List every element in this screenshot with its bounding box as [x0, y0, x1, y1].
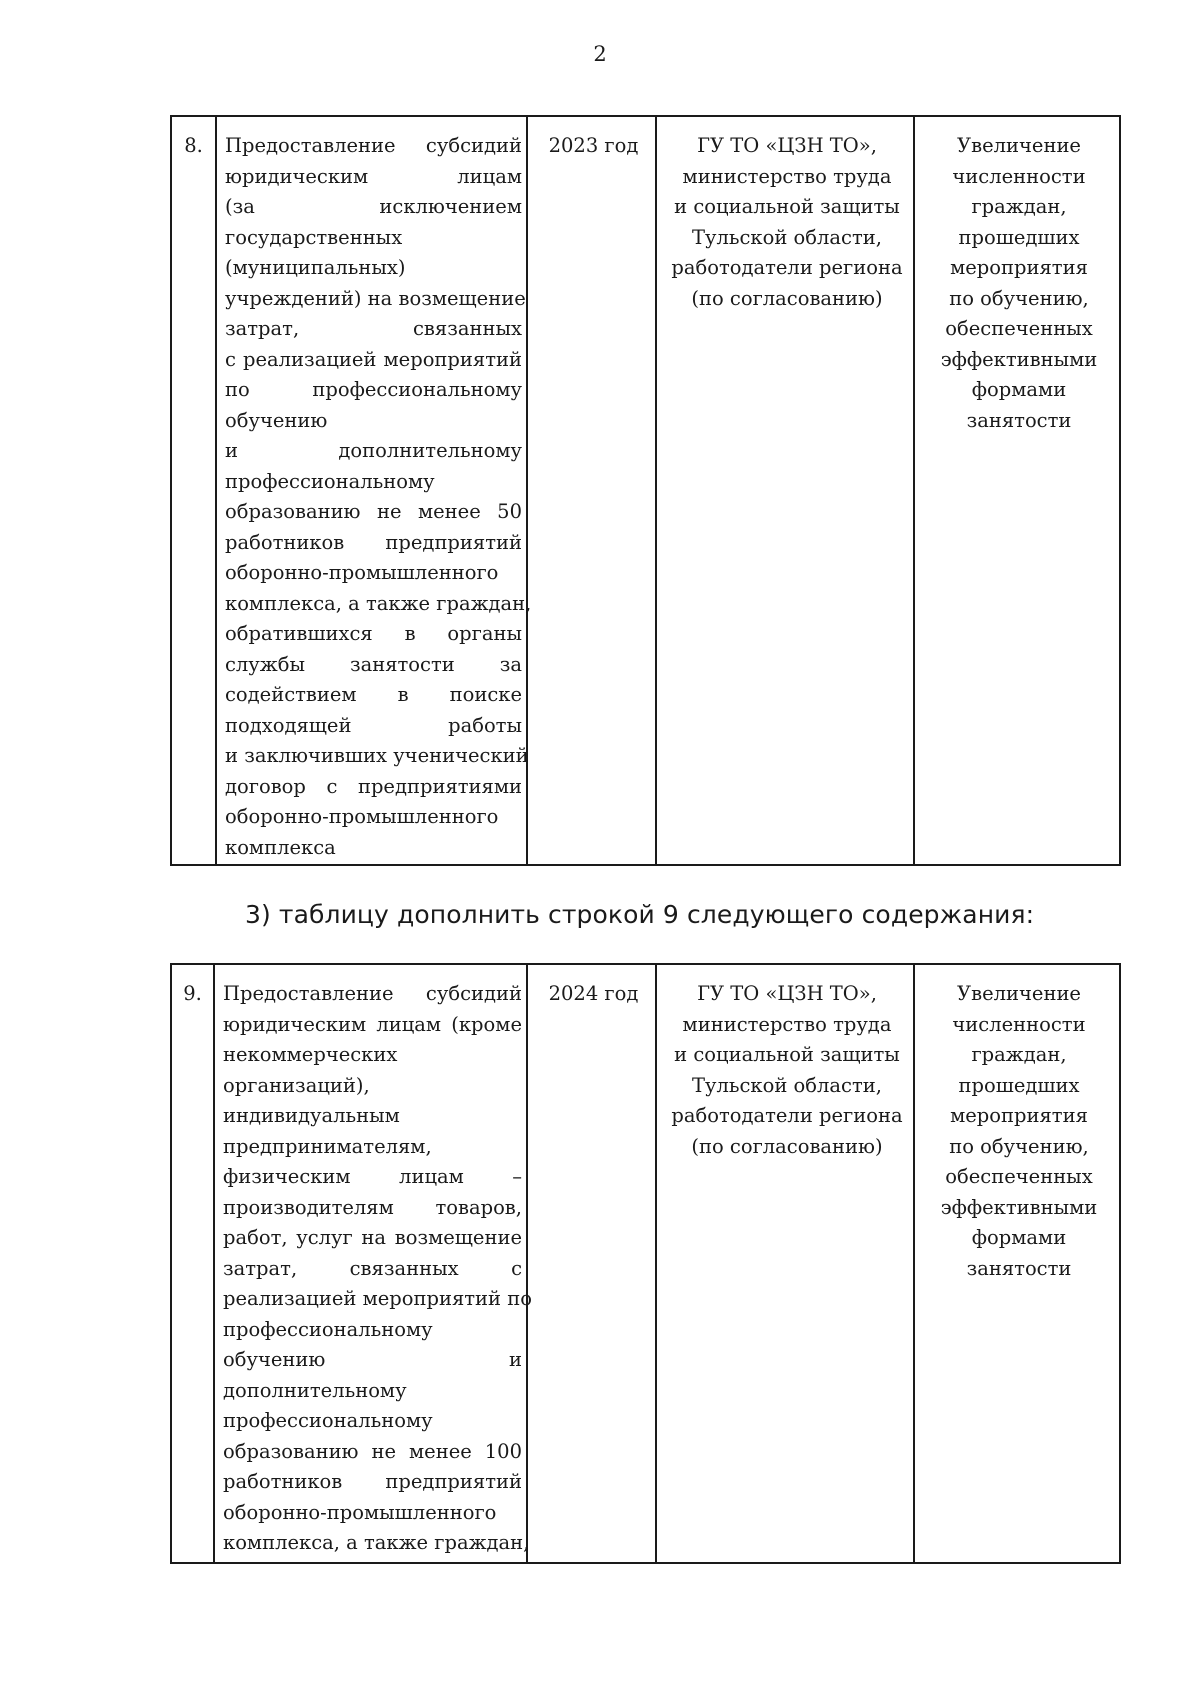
cell-text-line: мероприятия	[950, 1104, 1088, 1127]
cell-text-line: Предоставление субсидий	[223, 982, 522, 1005]
cell-text-line: обеспеченных	[945, 1165, 1093, 1188]
cell-text-line: по профессиональному	[225, 378, 522, 401]
cell-text-line: и социальной защиты	[674, 1043, 900, 1066]
cell-text-line: индивидуальным	[223, 1104, 400, 1127]
cell-text-line: мероприятия	[950, 256, 1088, 279]
year-cell	[527, 964, 656, 1563]
cell-text-line: ГУ ТО «ЦЗН ТО»,	[697, 982, 877, 1005]
cell-text-line: обеспеченных	[945, 317, 1093, 340]
cell-text-line: подходящей работы	[225, 713, 522, 737]
cell-text-line: Увеличение	[957, 134, 1081, 157]
cell-text-line: договор с предприятиями	[225, 774, 522, 798]
cell-text-line: службы занятости за	[225, 652, 522, 676]
cell-text-line: обратившихся в органы	[225, 622, 522, 645]
row-number-cell	[171, 116, 216, 865]
executors-cell	[656, 964, 914, 1563]
year: 2023 год	[548, 134, 639, 157]
cell-text-line: организаций),	[223, 1073, 370, 1097]
cell-text-line: и социальной защиты	[674, 195, 900, 218]
cell-text-line: (за исключением	[225, 195, 522, 218]
cell-text-line: юридическим лицам	[225, 164, 522, 188]
table-row	[171, 116, 1120, 865]
cell-text-line: физическим лицам –	[223, 1165, 522, 1188]
cell-text-line: Предоставление субсидий	[225, 134, 522, 157]
cell-text-line: работ, услуг на возмещение	[223, 1226, 522, 1249]
cell-text-line: граждан,	[971, 195, 1067, 218]
cell-text-line: по обучению,	[949, 286, 1089, 310]
table-row-8	[170, 115, 1119, 866]
executors-cell	[656, 116, 914, 865]
cell-text-line: комплекса, а также граждан,	[225, 591, 532, 615]
cell-text-line: оборонно-промышленного	[223, 1500, 497, 1524]
cell-text-line: и дополнительному	[225, 439, 522, 462]
cell-text-line: ГУ ТО «ЦЗН ТО»,	[697, 134, 877, 157]
cell-text-line: занятости	[966, 408, 1072, 432]
year-cell	[527, 116, 656, 865]
description-cell	[214, 964, 532, 1563]
cell-text-line: эффективными	[940, 1195, 1098, 1219]
cell-text-line: и заключивших ученический	[225, 744, 529, 767]
cell-text-line: затрат, связанных с	[223, 1256, 522, 1280]
cell-text-line: реализацией мероприятий по	[223, 1287, 532, 1310]
cell-text-line: затрат, связанных	[225, 317, 522, 340]
cell-text-line: предпринимателям,	[223, 1134, 432, 1158]
table	[170, 115, 1121, 866]
cell-text-line: численности	[952, 164, 1086, 188]
cell-text-line: оборонно-промышленного	[225, 805, 499, 828]
cell-text-line: оборонно-промышленного	[225, 561, 499, 584]
cell-text-line: содействием в поиске	[225, 683, 522, 706]
cell-text-line: министерство труда	[682, 1012, 892, 1036]
cell-text-line: прошедших	[958, 225, 1080, 249]
cell-text-line: (муниципальных)	[225, 256, 406, 279]
cell-text-line: занятости	[966, 1256, 1072, 1280]
cell-text-line: комплекса	[225, 835, 336, 859]
cell-text-line: обучению	[225, 408, 328, 432]
cell-text-line: юридическим лицам (кроме	[223, 1012, 522, 1036]
cell-text-line: государственных	[225, 225, 403, 249]
cell-text-line: граждан,	[971, 1043, 1067, 1066]
cell-text-line: дополнительному	[223, 1378, 407, 1402]
cell-text-line: образованию не менее 50	[225, 500, 522, 523]
table-row	[171, 964, 1120, 1563]
cell-text-line: обучению и	[223, 1348, 522, 1371]
cell-text-line: образованию не менее 100	[223, 1439, 522, 1463]
cell-text-line: профессиональному	[223, 1317, 433, 1341]
cell-text-line: работников предприятий	[225, 530, 522, 554]
cell-text-line: эффективными	[940, 347, 1098, 371]
cell-text-line: численности	[952, 1012, 1086, 1036]
cell-text-line: Увеличение	[957, 982, 1081, 1005]
cell-text-line: комплекса, а также граждан,	[223, 1531, 530, 1554]
amendment-statement: 3) таблицу дополнить строкой 9 следующего содержания:	[245, 900, 1035, 929]
year: 2024 год	[548, 982, 639, 1005]
cell-text-line: некоммерческих	[223, 1043, 398, 1066]
table	[170, 963, 1121, 1564]
row-number-cell	[171, 964, 214, 1563]
description-cell	[216, 116, 532, 865]
cell-text-line: профессиональному	[223, 1409, 433, 1432]
cell-text-line: министерство труда	[682, 164, 892, 188]
cell-text-line: формами	[971, 378, 1067, 401]
page-number: 2	[593, 42, 607, 66]
cell-text-line: формами	[971, 1226, 1067, 1249]
cell-text-line: работодатели региона	[671, 1104, 903, 1127]
table-row-9	[170, 963, 1119, 1564]
cell-text-line: (по согласованию)	[691, 286, 883, 310]
cell-text-line: прошедших	[958, 1073, 1080, 1097]
cell-text-line: профессиональному	[225, 469, 435, 493]
cell-text-line: работодатели региона	[671, 256, 903, 279]
cell-text-line: (по согласованию)	[691, 1134, 883, 1158]
cell-text-line: производителям товаров,	[223, 1195, 522, 1219]
cell-text-line: Тульской области,	[692, 225, 882, 249]
result-cell	[914, 964, 1120, 1563]
result-cell	[914, 116, 1120, 865]
cell-text-line: с реализацией мероприятий	[225, 347, 522, 371]
cell-text-line: учреждений) на возмещение	[225, 286, 526, 310]
row-number: 8.	[184, 134, 203, 157]
row-number: 9.	[183, 982, 202, 1005]
cell-text-line: по обучению,	[949, 1134, 1089, 1158]
cell-text-line: Тульской области,	[692, 1073, 882, 1097]
cell-text-line: работников предприятий	[223, 1470, 522, 1493]
